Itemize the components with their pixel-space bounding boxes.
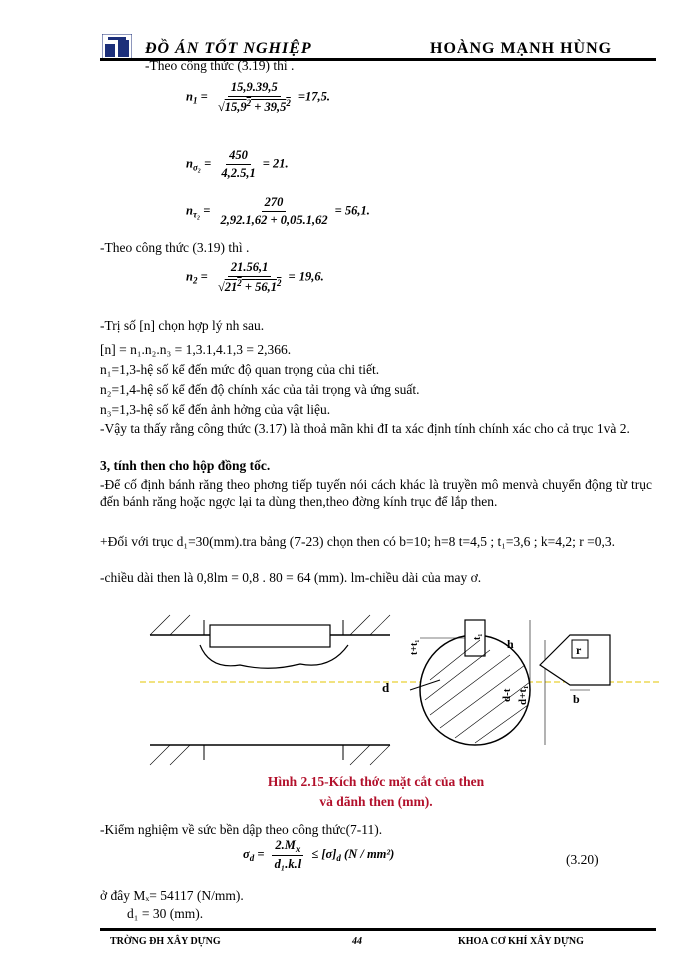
paragraph: -Vậy ta thấy rằng công thức (3.17) là thoả mãn khi đI ta xác định tính chính xác cho cả trục 1và 2. [100, 421, 630, 436]
label-t-t1: t+t₁ [409, 639, 420, 655]
footer-page-number: 44 [352, 936, 362, 947]
label-b: b [573, 692, 580, 706]
label-t1: t₁ [472, 633, 483, 640]
key-section-figure [140, 610, 660, 770]
header-right-title: HOÀNG MẠNH HÙNG [430, 40, 613, 57]
text-line: -chiều dài then là 0,8lm = 0,8 . 80 = 64 (mm). lm-chiều dài của may ơ. [100, 570, 482, 585]
text-line: ở đây Mₓ= 54117 (N/mm). [100, 888, 244, 903]
text-line: n₃=1,3-hệ số kể đến ảnh hởng của vật liệu. [100, 402, 331, 417]
section-title: 3, tính then cho hộp đồng tốc. [100, 458, 271, 473]
text-line: n₂=1,4-hệ số kể đến độ chính xác của tải trọng và ứng suất. [100, 382, 420, 397]
text-line: d₁ = 30 (mm). [127, 906, 204, 921]
text-line: [n] = n₁.n₂.n₃ = 1,3.1,4.1,3 = 2,366. [100, 342, 292, 357]
text-line: n₁=1,3-hệ số kể đến mức độ quan trọng của chi tiết. [100, 362, 380, 377]
figure-caption-line2: và dãnh then (mm). [319, 794, 433, 809]
label-d: d [382, 680, 390, 695]
header-logo [102, 34, 132, 60]
footer-rule [100, 928, 656, 931]
text-line: -Trị số [n] chọn hợp lý nh sau. [100, 318, 265, 333]
equation-number: (3.20) [566, 852, 599, 867]
text-line: -Kiểm nghiệm về sức bền dập theo công thức(7-11). [100, 822, 383, 837]
equation-ntau: $n_{\tau_2}$ = $\frac{270}{2,92.1,62 + 0,05.1,62}$ = 56,1. [186, 195, 370, 227]
label-d-t1: d+t₁ [517, 685, 529, 705]
footer-left: TRỜNG ĐH XÂY DỰNG [110, 936, 221, 947]
footer-right: KHOA CƠ KHÍ XÂY DỰNG [458, 936, 584, 947]
paragraph: -Để cố định bánh răng theo phơng tiếp tuyến nói cách khác là truyền mô menvà chuyển động từ trục đến bánh răng hoặc ngợc lại ta dùng then,theo đờng kính trục để lắp then. [100, 477, 652, 509]
equation-n2: $n_2$ = $\frac{21.56,1}{√21^2 + 56,1^2}$ = 19,6. [186, 260, 324, 294]
label-h: h [507, 637, 514, 651]
text-line: -Theo công thức (3.19) thì . [145, 58, 295, 73]
logo-icon [102, 34, 132, 60]
equation-n1: $n_1$ = $\frac{15,9.39,5}{√15,9^2 + 39,5^2}$ =17,5. [186, 80, 330, 114]
label-r: r [576, 643, 582, 657]
label-d-t: d-t [501, 688, 513, 702]
equation-nsigma: $n_{\sigma_2}$ = $\frac{450}{4,2.5,1}$ = 21. [186, 148, 289, 180]
paragraph: +Đối với trục d₁=30(mm).tra bảng (7-23) chọn then có b=10; h=8 t=4,5 ; t₁=3,6 ; k=4,2; r =0,3. [100, 534, 616, 549]
header-left-title: ĐỒ ÁN TỐT NGHIỆP [145, 40, 312, 57]
figure-caption-line1: Hình 2.15-Kích thớc mặt cắt của then [267, 774, 485, 789]
equation-sigma: $\sigma_d$ = $\frac{2.M_x}{\text{d₁.k.l}}$ ≤ $[\sigma]_d$ (N / mm²) [243, 838, 395, 871]
text-line: -Theo công thức (3.19) thì . [100, 240, 250, 255]
